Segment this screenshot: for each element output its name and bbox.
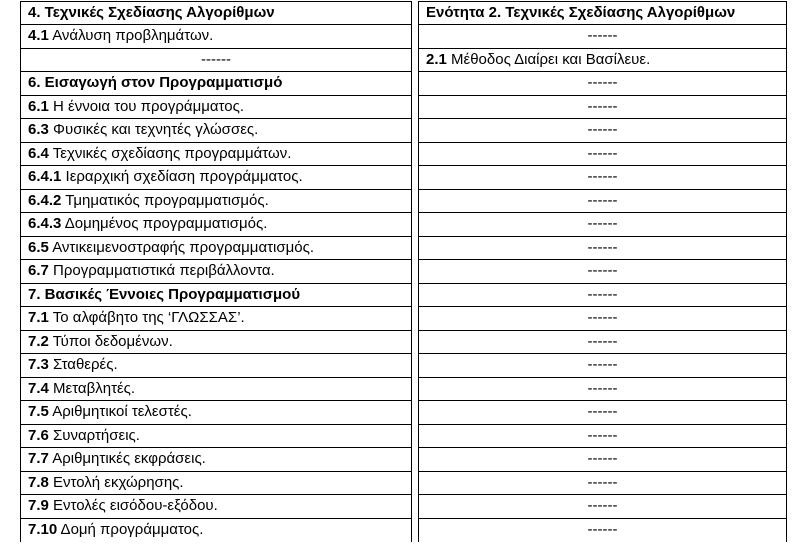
right-cell	[418, 237, 787, 261]
section-number: 6.3	[28, 121, 49, 139]
section-title: Τύποι δεδομένων.	[48, 332, 173, 350]
table-row	[20, 237, 787, 261]
table-row	[20, 213, 787, 237]
left-cell	[20, 495, 412, 519]
dash-placeholder: ------	[587, 426, 618, 444]
right-cell	[418, 1, 787, 25]
section-number: 6.4.1	[28, 168, 62, 186]
left-cell	[20, 401, 412, 425]
left-cell	[20, 190, 412, 214]
dash-placeholder: ------	[587, 379, 618, 397]
table-row	[20, 25, 787, 49]
left-cell	[20, 331, 412, 355]
section-title: Εντολές εισόδου-εξόδου.	[48, 497, 218, 515]
section-title: Δομή προγράμματος.	[57, 521, 204, 539]
section-heading: 6. Εισαγωγή στον Προγραμματισμό	[28, 74, 283, 92]
dash-placeholder: ------	[587, 97, 618, 115]
dash-placeholder: ------	[587, 309, 618, 327]
left-cell	[20, 1, 412, 25]
dash-placeholder: ------	[587, 356, 618, 374]
right-cell	[418, 166, 787, 190]
section-title: Ανάλυση προβλημάτων.	[48, 27, 214, 45]
left-cell	[20, 260, 412, 284]
section-heading: Ενότητα 2. Τεχνικές Σχεδίασης Αλγορίθμων	[426, 4, 736, 21]
table-row	[20, 166, 787, 190]
right-cell	[418, 401, 787, 425]
dash-placeholder: ------	[587, 262, 618, 280]
left-cell	[20, 378, 412, 402]
left-cell	[20, 119, 412, 143]
left-cell	[20, 448, 412, 472]
dash-placeholder: ------	[587, 473, 618, 491]
section-title: Αριθμητικοί τελεστές.	[48, 403, 192, 421]
right-cell	[418, 495, 787, 519]
dash-placeholder: ------	[587, 191, 618, 209]
section-number: 7.2	[28, 332, 49, 350]
table-row	[20, 284, 787, 308]
left-cell	[20, 519, 412, 543]
left-cell	[20, 213, 412, 237]
table-row	[20, 307, 787, 331]
section-title: Δομημένος προγραμματισμός.	[61, 215, 268, 233]
table-row	[20, 260, 787, 284]
section-number: 6.1	[28, 97, 49, 115]
syllabus-table-body	[20, 1, 787, 542]
left-cell	[20, 425, 412, 449]
left-cell	[20, 284, 412, 308]
dash-placeholder: ------	[587, 74, 618, 92]
right-cell	[418, 425, 787, 449]
section-title: Φυσικές και τεχνητές γλώσσες.	[48, 121, 259, 139]
section-title: Μεταβλητές.	[48, 379, 136, 397]
section-title: Αριθμητικές εκφράσεις.	[48, 450, 206, 468]
right-cell	[418, 519, 787, 543]
section-number: 7.9	[28, 497, 49, 515]
right-cell	[418, 49, 787, 73]
table-row	[20, 1, 787, 25]
section-number: 7.5	[28, 403, 49, 421]
table-row	[20, 425, 787, 449]
section-title: Μέθοδος Διαίρει και Βασίλευε.	[446, 50, 651, 68]
dash-placeholder: ------	[587, 521, 618, 539]
dash-placeholder: ------	[587, 403, 618, 421]
right-cell	[418, 190, 787, 214]
left-cell	[20, 307, 412, 331]
section-number: 6.5	[28, 238, 49, 256]
section-title: Συναρτήσεις.	[48, 426, 140, 444]
right-cell	[418, 472, 787, 496]
right-cell	[418, 331, 787, 355]
right-cell	[418, 119, 787, 143]
section-number: 7.6	[28, 426, 49, 444]
section-title: Αντικειμενοστραφής προγραμματισμός.	[48, 238, 315, 256]
right-cell	[418, 448, 787, 472]
dash-placeholder: ------	[201, 50, 231, 68]
table-row	[20, 354, 787, 378]
right-cell	[418, 307, 787, 331]
right-cell	[418, 143, 787, 167]
dash-placeholder: ------	[587, 332, 618, 350]
section-number: 4.1	[28, 27, 49, 45]
right-cell	[418, 354, 787, 378]
syllabus-table-container	[20, 1, 787, 542]
right-cell	[418, 96, 787, 120]
dash-placeholder: ------	[587, 27, 618, 45]
section-title: Εντολή εκχώρησης.	[48, 473, 184, 491]
table-row	[20, 72, 787, 96]
left-cell	[20, 49, 412, 73]
section-title: Σταθερές.	[48, 356, 118, 374]
left-cell	[20, 25, 412, 49]
table-row	[20, 331, 787, 355]
section-heading: 4. Τεχνικές Σχεδίασης Αλγορίθμων	[28, 4, 275, 21]
section-title: Τεχνικές σχεδίασης προγραμμάτων.	[48, 144, 292, 162]
left-cell	[20, 96, 412, 120]
syllabus-table	[20, 1, 787, 542]
section-number: 7.4	[28, 379, 49, 397]
section-title: Ιεραρχική σχεδίαση προγράμματος.	[61, 168, 303, 186]
table-row	[20, 401, 787, 425]
right-cell	[418, 260, 787, 284]
section-title: Τμηματικός προγραμματισμός.	[61, 191, 269, 209]
right-cell	[418, 284, 787, 308]
table-row	[20, 49, 787, 73]
table-row	[20, 119, 787, 143]
dash-placeholder: ------	[587, 285, 618, 303]
table-row	[20, 96, 787, 120]
dash-placeholder: ------	[587, 238, 618, 256]
left-cell	[20, 472, 412, 496]
section-title: Η έννοια του προγράμματος.	[48, 97, 244, 115]
section-title: Το αλφάβητο της ‘ΓΛΩΣΣΑΣ’.	[48, 309, 245, 327]
left-cell	[20, 72, 412, 96]
right-cell	[418, 72, 787, 96]
dash-placeholder: ------	[587, 215, 618, 233]
section-number: 7.10	[28, 521, 58, 539]
section-number: 6.7	[28, 262, 49, 280]
left-cell	[20, 143, 412, 167]
right-cell	[418, 378, 787, 402]
section-number: 6.4.2	[28, 191, 62, 209]
table-row	[20, 495, 787, 519]
dash-placeholder: ------	[587, 144, 618, 162]
dash-placeholder: ------	[587, 497, 618, 515]
dash-placeholder: ------	[587, 121, 618, 139]
dash-placeholder: ------	[587, 450, 618, 468]
left-cell	[20, 237, 412, 261]
left-cell	[20, 354, 412, 378]
section-number: 7.3	[28, 356, 49, 374]
right-cell	[418, 213, 787, 237]
right-cell	[418, 25, 787, 49]
table-row	[20, 519, 787, 543]
section-number: 6.4	[28, 144, 49, 162]
table-row	[20, 190, 787, 214]
section-number: 6.4.3	[28, 215, 62, 233]
table-row	[20, 472, 787, 496]
table-row	[20, 378, 787, 402]
left-cell	[20, 166, 412, 190]
section-title: Προγραμματιστικά περιβάλλοντα.	[48, 262, 275, 280]
table-row	[20, 448, 787, 472]
section-number: 7.1	[28, 309, 49, 327]
section-number: 7.7	[28, 450, 49, 468]
section-number: 2.1	[426, 50, 447, 68]
section-heading: 7. Βασικές Έννοιες Προγραμματισμού	[28, 285, 301, 303]
table-row	[20, 143, 787, 167]
dash-placeholder: ------	[587, 168, 618, 186]
section-number: 7.8	[28, 473, 49, 491]
